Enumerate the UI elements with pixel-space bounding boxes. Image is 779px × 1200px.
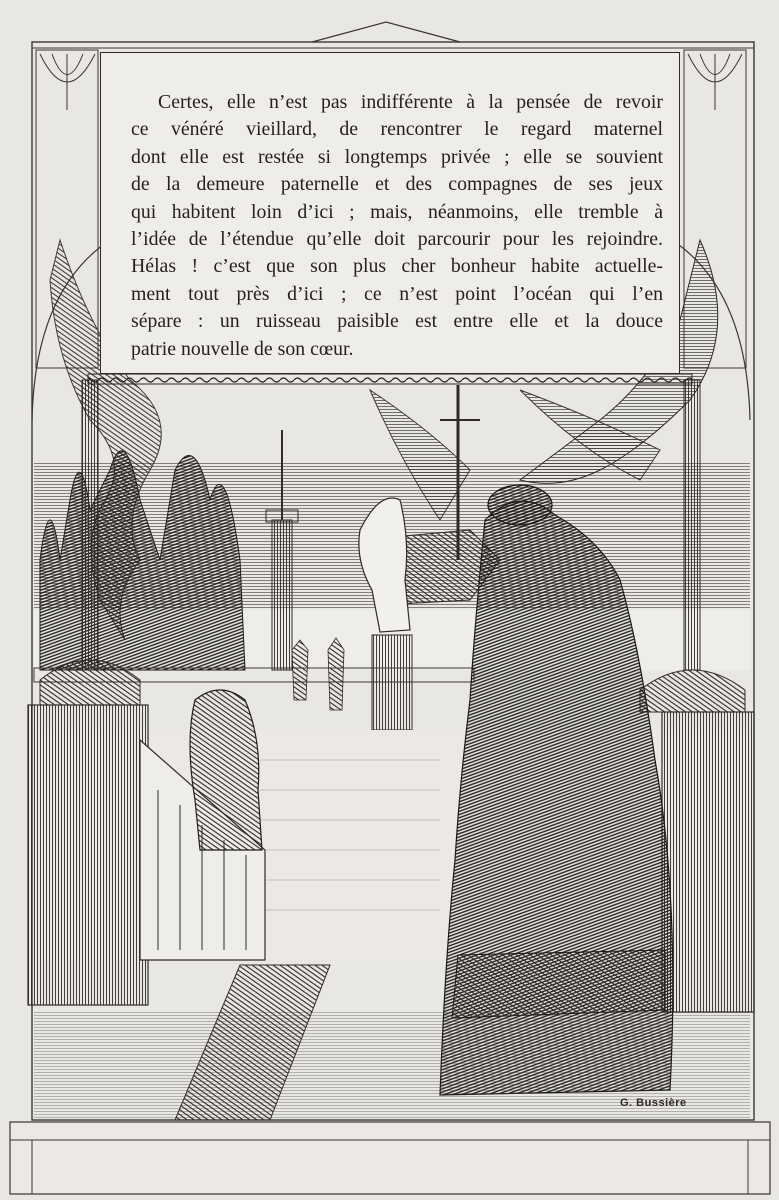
text-panel xyxy=(100,52,680,374)
artist-signature: G. Bussière xyxy=(620,1097,687,1109)
body-text xyxy=(131,89,663,363)
right-lamp-post xyxy=(684,380,700,670)
text-line: Certes, elle n’est pas indifférente à la pensée de revoir xyxy=(158,91,663,113)
text-line: ce vénéré vieillard, de rencontrer le regard maternel xyxy=(131,118,663,141)
text-line: dont elle est restée si longtemps privée ; elle se souvient xyxy=(131,145,663,168)
text-line: ment tout près d’ici ; ce n’est point l’océan qui l’en xyxy=(131,282,663,305)
text-line: sépare : un ruisseau paisible est entre elle et la douce xyxy=(131,310,663,333)
ornament-band xyxy=(88,374,692,384)
base-frame xyxy=(10,1122,770,1194)
left-lamp-post xyxy=(82,380,98,670)
text-line: Hélas ! c’est que son plus cher bonheur habite actuelle- xyxy=(131,255,663,278)
left-pedestal xyxy=(28,705,148,1005)
column-statue xyxy=(272,520,292,670)
text-line: qui habitent loin d’ici ; mais, néanmoins, elle tremble à xyxy=(131,200,663,223)
right-pedestal xyxy=(662,712,754,1012)
text-line: l’idée de l’étendue qu’elle doit parcourir pour les rejoindre. xyxy=(131,227,663,250)
text-line: de la demeure paternelle et des compagnes de ses jeux xyxy=(131,173,663,196)
crown xyxy=(488,485,552,525)
text-line: patrie nouvelle de son cœur. xyxy=(131,337,354,360)
